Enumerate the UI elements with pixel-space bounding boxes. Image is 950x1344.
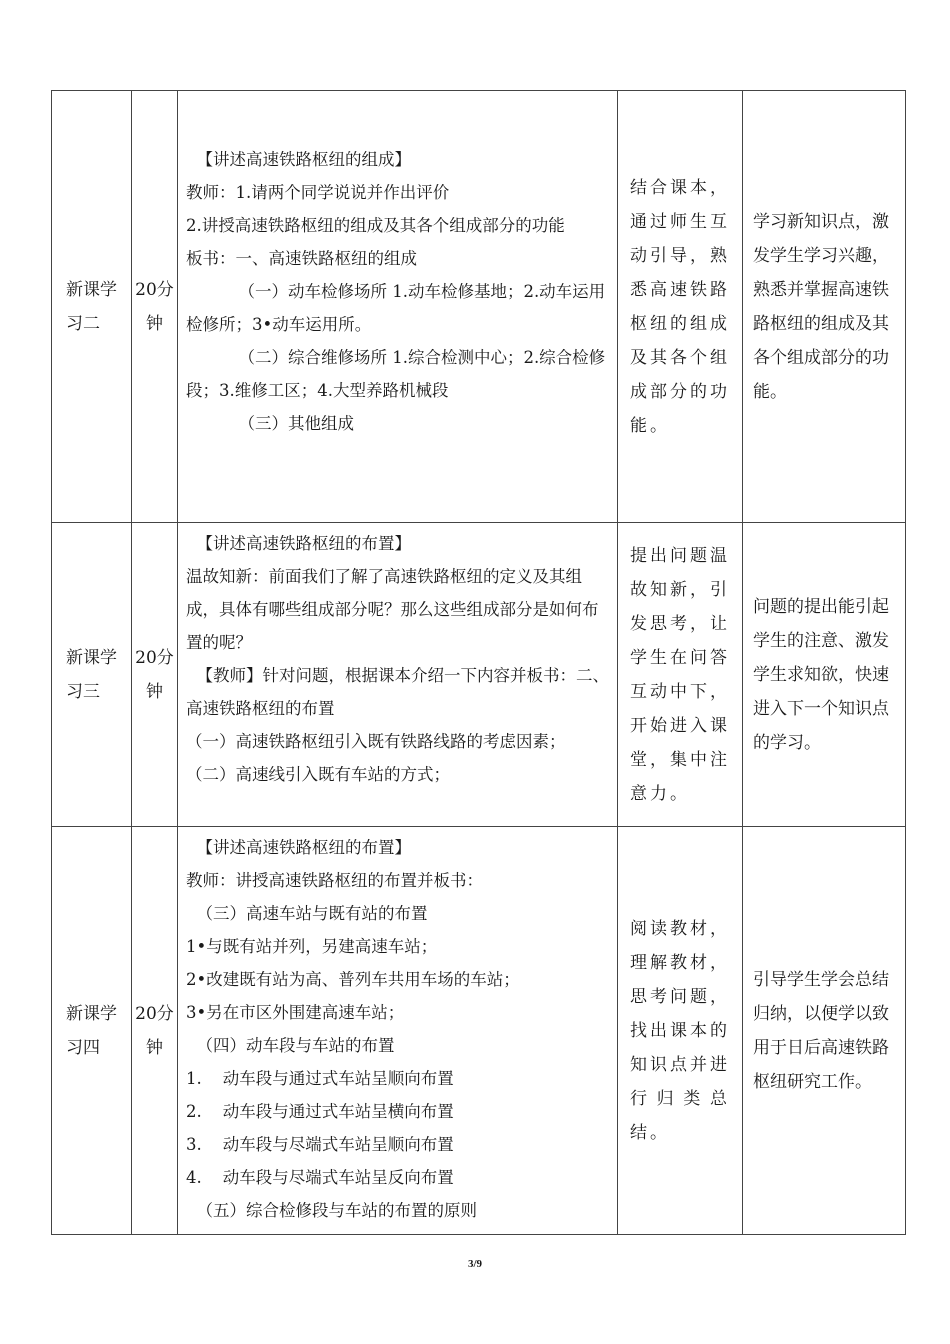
content-line: 2.讲授高速铁路枢纽的组成及其各个组成部分的功能 <box>186 216 565 235</box>
content-line: （二）综合维修场所 1.综合检测中心；2.综合检修段；3.维修工区；4.大型养路机械段 <box>186 348 606 400</box>
method-cell: 阅读教材，理解教材，思考问题，找出课本的知识点并进行归类总结。 <box>618 827 743 1235</box>
content-line: （五）综合检修段与车站的布置的原则 <box>186 1201 477 1220</box>
content-line: 1. 动车段与通过式车站呈顺向布置 <box>186 1069 454 1088</box>
content-line: 【讲述高速铁路枢纽的布置】 <box>186 838 411 857</box>
intent-cell: 引导学生学会总结归纳，以便学以致用于日后高速铁路枢纽研究工作。 <box>743 827 906 1235</box>
content-cell <box>178 523 618 827</box>
content-cell <box>178 827 618 1235</box>
content-line: 3. 动车段与尽端式车站呈顺向布置 <box>186 1135 454 1154</box>
content-line: （三）其他组成 <box>186 414 354 433</box>
content-line: 4. 动车段与尽端式车站呈反向布置 <box>186 1168 454 1187</box>
stage-cell: 新课学习二 <box>52 91 132 523</box>
method-cell: 提出问题温故知新，引发思考，让学生在问答互动中下，开始进入课堂，集中注意力。 <box>618 523 743 827</box>
content-line: （一）高速铁路枢纽引入既有铁路线路的考虑因素； <box>186 732 566 751</box>
content-line: 【讲述高速铁路枢纽的组成】 <box>186 150 411 169</box>
content-line: （一）动车检修场所 1.动车检修基地；2.动车运用检修所；3•动车运用所。 <box>186 282 606 334</box>
content-line: （二）高速线引入既有车站的方式； <box>186 765 450 784</box>
page-number: 3/9 <box>467 1258 483 1270</box>
stage-cell: 新课学习三 <box>52 523 132 827</box>
content-line: 1•与既有站并列，另建高速车站； <box>186 937 438 956</box>
content-line: （四）动车段与车站的布置 <box>186 1036 395 1055</box>
table-row <box>52 523 906 827</box>
table-row <box>52 827 906 1235</box>
content-line: 教师：1.请两个同学说说并作出评价 <box>186 183 450 202</box>
content-cell <box>178 91 618 523</box>
content-line: 2•改建既有站为高、普列车共用车场的车站； <box>186 970 520 989</box>
table-row <box>52 91 906 523</box>
content-line: 【教师】针对问题，根据课本介绍一下内容并板书：二、高速铁路枢纽的布置 <box>186 666 609 718</box>
time-cell: 20分钟 <box>132 523 178 827</box>
time-cell: 20分钟 <box>132 827 178 1235</box>
content-line: 板书：一、高速铁路枢纽的组成 <box>186 249 417 268</box>
content-line: （三）高速车站与既有站的布置 <box>186 904 428 923</box>
intent-cell: 学习新知识点，激发学生学习兴趣，熟悉并掌握高速铁路枢纽的组成及其各个组成部分的功能。 <box>743 91 906 523</box>
content-line: 温故知新：前面我们了解了高速铁路枢纽的定义及其组成，具体有哪些组成部分呢？那么这些组成部分是如何布置的呢？ <box>186 567 599 652</box>
time-cell: 20分钟 <box>132 91 178 523</box>
content-line: 【讲述高速铁路枢纽的布置】 <box>186 534 411 553</box>
lesson-plan-table <box>51 90 906 1235</box>
intent-cell: 问题的提出能引起学生的注意、激发学生求知欲，快速进入下一个知识点的学习。 <box>743 523 906 827</box>
content-line: 2. 动车段与通过式车站呈横向布置 <box>186 1102 454 1121</box>
method-cell: 结合课本，通过师生互动引导，熟悉高速铁路枢纽的组成及其各个组成部分的功能。 <box>618 91 743 523</box>
stage-cell: 新课学习四 <box>52 827 132 1235</box>
content-line: 3•另在市区外围建高速车站； <box>186 1003 405 1022</box>
content-line: 教师：讲授高速铁路枢纽的布置并板书： <box>186 871 483 890</box>
